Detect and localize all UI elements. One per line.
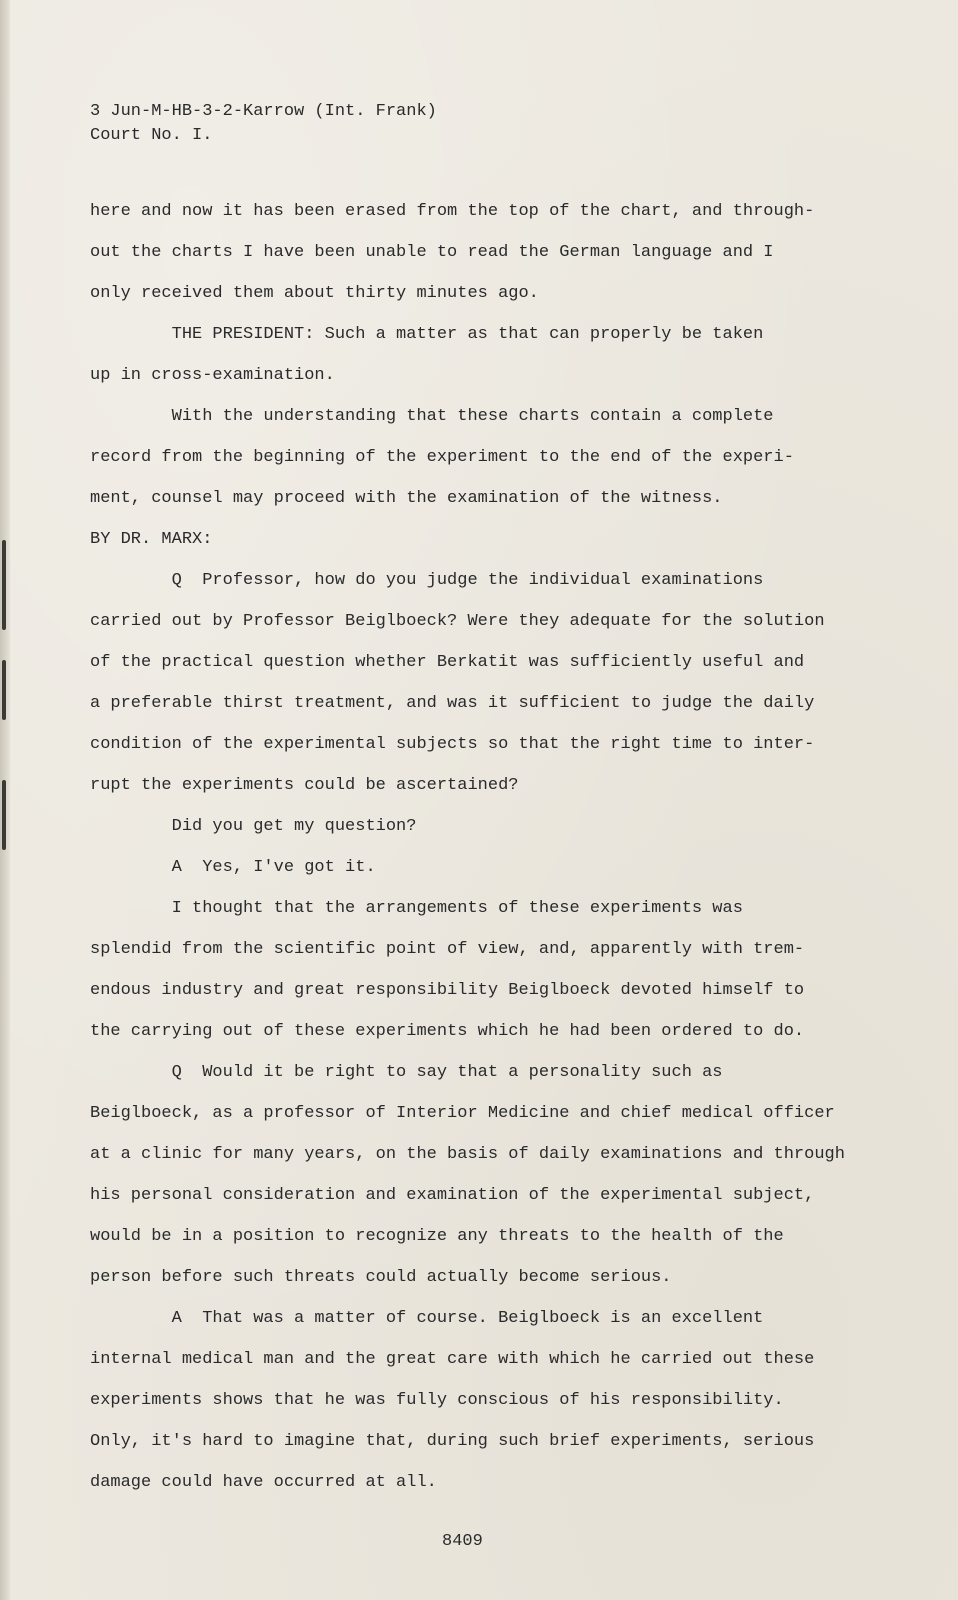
text-line: condition of the experimental subjects so that the right time to inter- xyxy=(90,735,815,754)
text-line: a preferable thirst treatment, and was it sufficient to judge the daily xyxy=(90,694,815,713)
text-line: A That was a matter of course. Beiglboeck is an excellent xyxy=(90,1309,764,1328)
header-line-1: 3 Jun-M-HB-3-2-Karrow (Int. Frank) xyxy=(90,102,437,121)
text-line: rupt the experiments could be ascertained? xyxy=(90,776,519,795)
text-line: only received them about thirty minutes ago. xyxy=(90,284,539,303)
text-line: here and now it has been erased from the top of the chart, and through- xyxy=(90,202,815,221)
binding-mark xyxy=(2,660,6,720)
text-line: of the practical question whether Berkatit was sufficiently useful and xyxy=(90,653,805,672)
binding-mark xyxy=(2,540,6,630)
text-line: would be in a position to recognize any threats to the health of the xyxy=(90,1227,784,1246)
text-line: record from the beginning of the experiment to the end of the experi- xyxy=(90,448,794,467)
text-line: With the understanding that these charts contain a complete xyxy=(90,407,774,426)
page-number: 8409 xyxy=(442,1532,483,1551)
text-line: Did you get my question? xyxy=(90,817,417,836)
text-line: THE PRESIDENT: Such a matter as that can properly be taken xyxy=(90,325,764,344)
text-line: Q Professor, how do you judge the individual examinations xyxy=(90,571,764,590)
text-line: ment, counsel may proceed with the examination of the witness. xyxy=(90,489,723,508)
text-line: endous industry and great responsibility Beiglboeck devoted himself to xyxy=(90,981,805,1000)
text-line: up in cross-examination. xyxy=(90,366,335,385)
document-header xyxy=(90,100,437,148)
text-line: out the charts I have been unable to read the German language and I xyxy=(90,243,774,262)
text-line: Q Would it be right to say that a personality such as xyxy=(90,1063,723,1082)
text-line: internal medical man and the great care with which he carried out these xyxy=(90,1350,815,1369)
text-line: person before such threats could actually become serious. xyxy=(90,1268,672,1287)
text-line: A Yes, I've got it. xyxy=(90,858,376,877)
text-line: damage could have occurred at all. xyxy=(90,1473,437,1492)
binding-mark xyxy=(2,780,6,850)
text-line: Only, it's hard to imagine that, during such brief experiments, serious xyxy=(90,1432,815,1451)
text-line: splendid from the scientific point of view, and, apparently with trem- xyxy=(90,940,805,959)
text-line: I thought that the arrangements of these experiments was xyxy=(90,899,743,918)
text-line: carried out by Professor Beiglboeck? Were they adequate for the solution xyxy=(90,612,825,631)
text-line: BY DR. MARX: xyxy=(90,530,213,549)
text-line: experiments shows that he was fully conscious of his responsibility. xyxy=(90,1391,784,1410)
text-line: the carrying out of these experiments which he had been ordered to do. xyxy=(90,1022,805,1041)
text-line: his personal consideration and examination of the experimental subject, xyxy=(90,1186,815,1205)
header-line-2: Court No. I. xyxy=(90,126,213,145)
text-line: Beiglboeck, as a professor of Interior Medicine and chief medical officer xyxy=(90,1104,835,1123)
text-line: at a clinic for many years, on the basis of daily examinations and through xyxy=(90,1145,845,1164)
